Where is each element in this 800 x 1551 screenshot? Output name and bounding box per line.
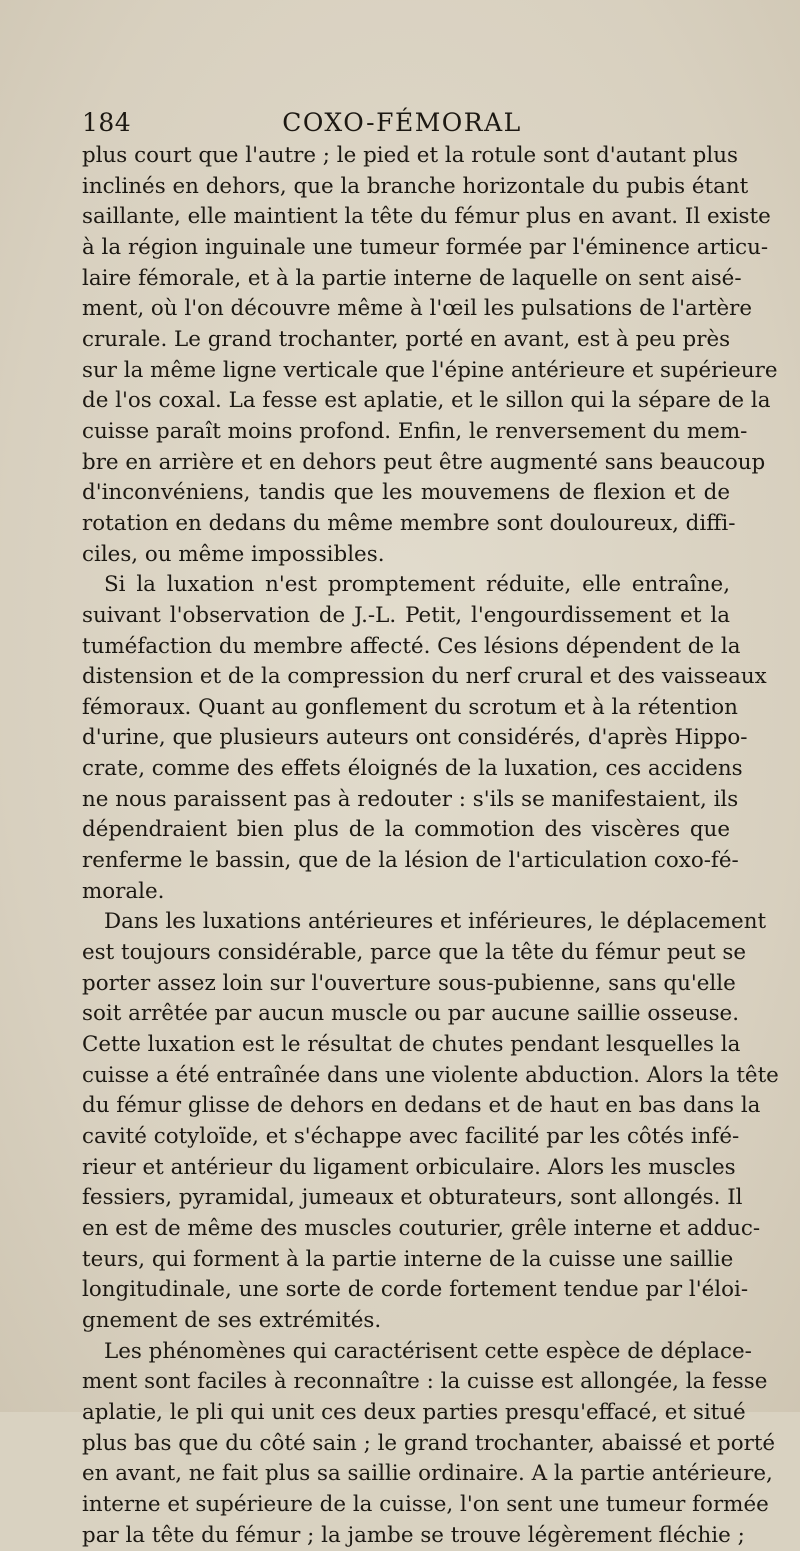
page-header [82, 108, 722, 144]
text-line: renferme le bassin, que de la lésion de l'articulation coxo-fé- [82, 848, 739, 874]
text-line: suivant l'observation de J.-L. Petit, l'engourdissement et la [82, 602, 730, 628]
text-line: interne et supérieure de la cuisse, l'on sent une tumeur formée [82, 1491, 769, 1517]
text-line: sur la même ligne verticale que l'épine antérieure et supérieure [82, 357, 778, 383]
text-line: teurs, qui forment à la partie interne de la cuisse une saillie [82, 1246, 734, 1272]
text-line: inclinés en dehors, que la branche horizontale du pubis étant [82, 173, 749, 199]
text-line: ciles, ou même impossibles. [82, 541, 385, 567]
text-line: ne nous paraissent pas à redouter : s'ils se manifestaient, ils [82, 786, 739, 812]
text-line: d'urine, que plusieurs auteurs ont considérés, d'après Hippo- [82, 725, 748, 751]
text-line: tuméfaction du membre affecté. Ces lésions dépendent de la [82, 633, 741, 659]
text-line: cuisse paraît moins profond. Enfin, le renversement du mem- [82, 418, 748, 444]
text-line: d'inconvéniens, tandis que les mouvemens de flexion et de [82, 480, 730, 506]
text-line: est toujours considérable, parce que la tête du fémur peut se [82, 940, 746, 966]
text-line: Si la luxation n'est promptement réduite, elle entraîne, [104, 572, 730, 598]
text-line: crate, comme des effets éloignés de la luxation, ces accidens [82, 756, 743, 782]
text-line: rotation en dedans du même membre sont douloureux, diffi- [82, 510, 736, 536]
text-line: du fémur glisse de dehors en dedans et de haut en bas dans la [82, 1093, 761, 1119]
text-line: de l'os coxal. La fesse est aplatie, et le sillon qui la sépare de la [82, 388, 771, 414]
text-line: cuisse a été entraînée dans une violente abduction. Alors la tête [82, 1062, 779, 1088]
text-line: à la région inguinale une tumeur formée par l'éminence articu- [82, 234, 769, 260]
text-line: rieur et antérieur du ligament orbiculaire. Alors les muscles [82, 1154, 736, 1180]
paragraph [82, 907, 779, 1336]
text-line: morale. [82, 878, 165, 904]
text-line: laire fémorale, et à la partie interne de laquelle on sent aisé- [82, 265, 742, 291]
text-line: par la tête du fémur ; la jambe se trouve légèrement fléchie ; [82, 1522, 745, 1548]
text-line: en avant, ne fait plus sa saillie ordinaire. A la partie antérieure, [82, 1461, 773, 1487]
text-line: Les phénomènes qui caractérisent cette espèce de déplace- [104, 1338, 752, 1364]
paragraph [82, 141, 778, 570]
text-line: fémoraux. Quant au gonflement du scrotum et à la rétention [82, 694, 738, 720]
text-line: fessiers, pyramidal, jumeaux et obturateurs, sont allongés. Il [82, 1185, 743, 1211]
text-body [82, 141, 779, 1551]
text-line: porter assez loin sur l'ouverture sous-pubienne, sans qu'elle [82, 970, 736, 996]
text-line: aplatie, le pli qui unit ces deux parties presqu'effacé, et situé [82, 1399, 746, 1425]
text-line: ment sont faciles à reconnaître : la cuisse est allongée, la fesse [82, 1369, 768, 1395]
text-line: plus bas que du côté sain ; le grand trochanter, abaissé et porté [82, 1430, 776, 1456]
text-line: dépendraient bien plus de la commotion des viscères que [82, 817, 730, 843]
text-line: Cette luxation est le résultat de chutes pendant lesquelles la [82, 1032, 741, 1058]
running-title: COXO-FÉMORAL [282, 108, 522, 137]
page-number: 184 [82, 108, 132, 137]
text-line: gnement de ses extrémités. [82, 1307, 382, 1333]
paragraph [82, 570, 767, 907]
text-line: en est de même des muscles couturier, grêle interne et adduc- [82, 1215, 761, 1241]
text-line: cavité cotyloïde, et s'échappe avec facilité par les côtés infé- [82, 1124, 740, 1149]
text-line: ment, où l'on découvre même à l'œil les pulsations de l'artère [82, 296, 753, 322]
text-line: Dans les luxations antérieures et inférieures, le déplacement [104, 909, 767, 935]
text-line: plus court que l'autre ; le pied et la rotule sont d'autant plus [82, 143, 738, 168]
text-line: distension et de la compression du nerf crural et des vaisseaux [82, 664, 767, 690]
text-line: soit arrêtée par aucun muscle ou par aucune saillie osseuse. [82, 1001, 740, 1027]
text-line: crurale. Le grand trochanter, porté en avant, est à peu près [82, 326, 731, 352]
text-line: bre en arrière et en dehors peut être augmenté sans beaucoup [82, 449, 766, 475]
text-line: saillante, elle maintient la tête du fémur plus en avant. Il existe [82, 204, 771, 230]
text-line: longitudinale, une sorte de corde fortement tendue par l'éloi- [82, 1277, 749, 1303]
paragraph [82, 1337, 776, 1551]
